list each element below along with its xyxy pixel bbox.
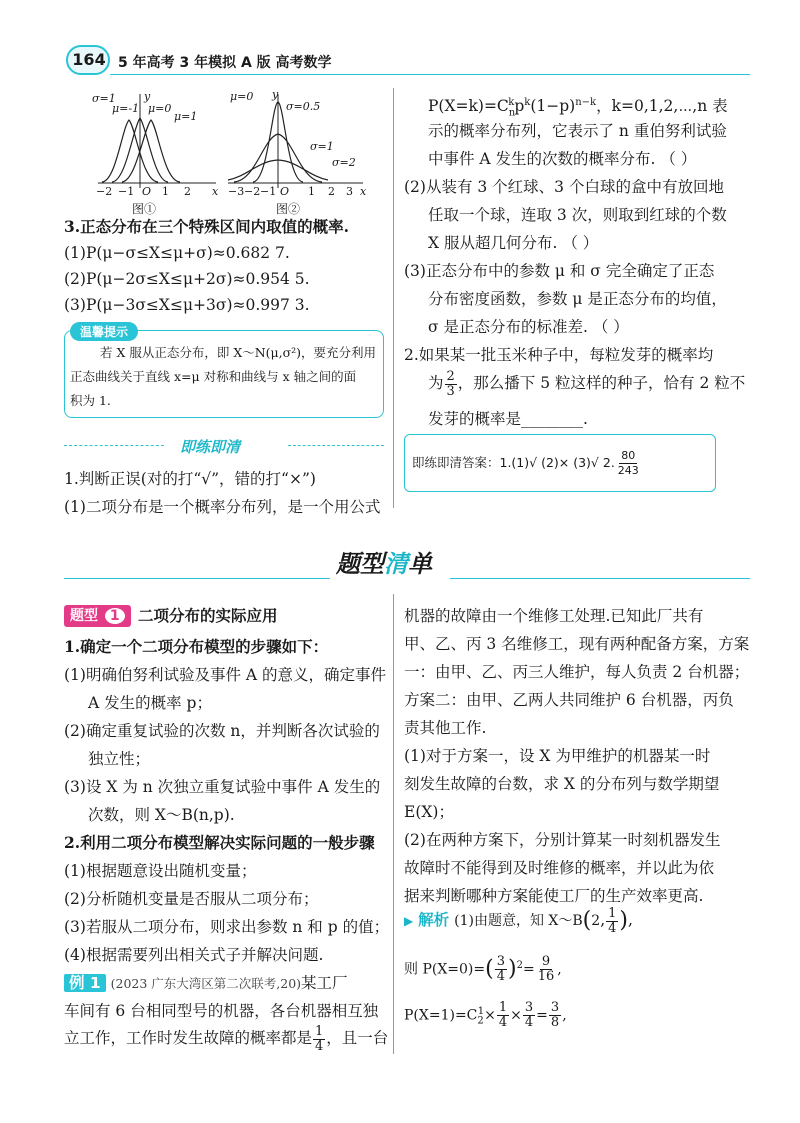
figure-labels (88, 88, 378, 218)
right-bottom-5: 责其他工作. (404, 719, 487, 737)
practice-rule-left (64, 445, 164, 446)
right-line-5: 任取一个球，连取 3 次，则取到红球的个数 (428, 206, 727, 224)
section-title-c: 单 (408, 550, 432, 578)
times-2: × (510, 1007, 522, 1024)
example-source: (2023 广东大湾区第二次联考,20) (110, 976, 302, 991)
question-1-1: (1)二项分布是一个概率分布列，是一个用公式 (64, 498, 381, 516)
right-bottom-4: 方案二：由甲、乙两人共同维护 6 台机器，丙负 (404, 691, 734, 709)
step-2-1: (1)根据题意设出随机变量； (64, 862, 257, 880)
fig2-label-y: y (272, 88, 279, 101)
fig1-label-mu-0: μ=0 (148, 102, 172, 115)
right-line-2: 示的概率分布列，它表示了 n 重伯努利试验 (428, 122, 727, 140)
solution-line-1: ▶ 解析 (1)由题意，知 X～B(2, $\frac{1}{4}$ ), (404, 905, 633, 936)
column-divider-bottom (393, 594, 394, 1054)
right-line-3: 中事件 A 发生的次数的概率分布. （ ） (428, 150, 697, 168)
step-2-4: (4)根据需要列出相关式子并解决问题. (64, 946, 324, 964)
fig2-label-sigma-05: σ=0.5 (286, 100, 321, 113)
solution-equals-2: = (522, 961, 535, 978)
fig2-tick-neg1: −1 (260, 185, 277, 198)
fig1-tick-2: 2 (184, 185, 191, 198)
section-title-b: 清 (384, 550, 408, 578)
fraction-b (523, 1001, 535, 1030)
tip-line-3: 积为 1. (70, 393, 111, 408)
right-bottom-1: 机器的故障由一个维修工处理.已知此厂共有 (404, 607, 704, 625)
solution-text-3a: P(X=1)=C (404, 1007, 478, 1024)
column-divider-top (393, 88, 394, 508)
answer-label: 即练即清答案：1.(1)√ (2)× (3)√ 2. (412, 455, 615, 470)
fraction-1-4-den: 4 (315, 1038, 324, 1054)
fraction-3-4 (495, 955, 507, 984)
step-heading-2: 2.利用二项分布模型解决实际问题的一般步骤 (64, 833, 375, 852)
solution-text-1: (1)由题意，知 X～B (454, 913, 583, 929)
step-2-3: (3)若服从二项分布，则求出参数 n 和 p 的值； (64, 918, 390, 936)
right-line-4: (2)从装有 3 个红球、3 个白球的盒中有放回地 (404, 178, 724, 196)
right-line-11-b: ，那么播下 5 粒这样的种子，恰有 2 粒不 (457, 374, 746, 392)
right-line-7: (3)正态分布中的参数 μ 和 σ 完全确定了正态 (404, 262, 715, 280)
solution-line-3: $P(X=1)=C_2^1\times$ $\frac{1}{4}$ × $\frac{3}{4}$ = $\frac{3}{8}$ , (404, 1000, 567, 1031)
fig2-tick-2: 2 (328, 185, 335, 198)
paren-open-2: ( (485, 956, 494, 982)
solution-line-2: 则 P(X=0)=( $\frac{3}{4}$ )$^2$= $\frac{9}{16}$ , (404, 954, 562, 985)
step-2-2: (2)分析随机变量是否服从二项分布； (64, 890, 319, 908)
page-number: 164 (72, 50, 106, 69)
paren-open: ( (582, 908, 592, 933)
binomial-formula-line: $P(X=k)=C_n^kp^k(1-p)^{n-k}$，k=0,1,2,⋯,n 表 (428, 97, 728, 119)
fraction-3-8 (549, 1001, 561, 1030)
fig1-label-mu-neg1: μ=-1 (112, 102, 140, 115)
fig2-caption: 图② (276, 202, 301, 216)
fraction-3-4-den: 4 (496, 969, 506, 985)
fig1-label-y: y (144, 90, 151, 103)
fraction-1-4-num: 1 (315, 1023, 324, 1039)
type-tag-number: 1 (105, 608, 125, 624)
header-title: 5 年高考 3 年模拟 A 版 高考数学 (118, 55, 332, 71)
fraction-p (606, 907, 618, 936)
right-bottom-10: 故障时不能得到及时维修的概率，并以此为依 (404, 859, 715, 877)
right-bottom-6: (1)对于方案一，设 X 为甲维护的机器某一时 (404, 747, 711, 765)
right-line-11 (428, 368, 745, 399)
right-line-6: X 服从超几何分布. （ ） (428, 234, 599, 252)
right-line-9: σ 是正态分布的标准差. （ ） (428, 318, 629, 336)
paren-close: ) (619, 908, 628, 933)
right-bottom-2: 甲、乙、丙 3 名维修工，现有两种配备方案，方案 (404, 635, 750, 653)
example-text-3b: ，且一台 (326, 1029, 389, 1047)
fraction-9-16 (536, 955, 557, 984)
fraction-b-num: 3 (524, 1000, 534, 1016)
fraction-a-den: 4 (498, 1015, 508, 1031)
fraction-b-den: 4 (524, 1015, 534, 1031)
fraction-9-16-den: 16 (537, 969, 555, 985)
fig1-label-o: O (142, 185, 152, 198)
solution-label: 解析 (418, 911, 450, 929)
fraction-2-3-num: 2 (446, 368, 455, 384)
step-1-3a: (3)设 X 为 n 次独立重复试验中事件 A 发生的 (64, 778, 381, 796)
solution-text-2a: 则 P(X=0)= (404, 961, 486, 978)
right-line-12: 发芽的概率是________. (428, 410, 588, 428)
section-title (336, 544, 432, 579)
fraction-a (497, 1001, 509, 1030)
fig1-caption: 图① (132, 202, 157, 216)
fig2-label-x: x (360, 185, 367, 198)
fig2-label-sigma-1: σ=1 (310, 140, 334, 153)
section-title-a: 题型 (336, 550, 384, 578)
fig2-tick-neg3: −3 (228, 185, 245, 198)
fraction-3-8-den: 8 (550, 1015, 560, 1031)
fraction-a-num: 1 (498, 1000, 508, 1016)
step-1-2b: 独立性； (88, 750, 151, 768)
example-text-1: 某工厂 (301, 974, 348, 992)
fraction-3-4-num: 3 (496, 954, 506, 970)
solution-n-value: 2 (591, 913, 601, 929)
paren-close-2: ) (508, 956, 517, 982)
answer-den: 243 (617, 464, 639, 477)
fraction-2-3-den: 3 (446, 383, 455, 399)
fig2-label-o: O (280, 185, 290, 198)
example-line-1 (64, 972, 348, 995)
step-1-3b: 次数，则 X～B(n,p). (88, 806, 235, 824)
fraction-3-8-num: 3 (550, 1000, 560, 1016)
right-bottom-8: E(X)； (404, 803, 454, 821)
example-line-3 (64, 1022, 388, 1054)
comb-sup: 1 (477, 1006, 485, 1017)
fraction-1-4 (313, 1025, 325, 1054)
fig2-tick-1: 1 (308, 185, 315, 198)
type-tag-label: 题型 (70, 608, 98, 624)
step-1-1b: A 发生的概率 p； (88, 694, 212, 712)
equals-3: = (536, 1007, 548, 1024)
fig1-tick-neg1: −1 (118, 185, 135, 198)
formula-part-a: P(X=k)=C (428, 97, 509, 116)
example-line-2: 车间有 6 台相同型号的机器，各台机器相互独 (64, 1002, 379, 1020)
solution-arrow-icon: ▶ (404, 914, 414, 928)
tip-title: 温馨提示 (70, 322, 138, 341)
fig2-label-sigma-2: σ=2 (332, 156, 356, 169)
fig1-tick-1: 1 (162, 185, 169, 198)
example-text-3a: 立工作，工作时发生故障的概率都是 (64, 1029, 313, 1047)
exponent-2: 2 (516, 960, 523, 971)
prob-2sigma: (2)P(μ−2σ≤X≤μ+2σ)≈0.954 5. (64, 270, 310, 288)
step-heading-1: 1.确定一个二项分布模型的步骤如下： (64, 637, 329, 656)
type-title: 二项分布的实际应用 (138, 607, 278, 625)
right-bottom-7: 刻发生故障的台数，求 X 的分布列与数学期望 (404, 775, 720, 793)
fig1-label-mu-1: μ=1 (174, 110, 198, 123)
answer-fraction (616, 449, 641, 478)
practice-title: 即练即清 (180, 438, 241, 456)
fig1-label-sigma: σ=1 (92, 92, 116, 105)
fig1-tick-neg2: −2 (96, 185, 113, 198)
practice-rule-right (288, 445, 384, 446)
fraction-9-16-num: 9 (541, 954, 551, 970)
comb-sub: 2 (477, 1015, 484, 1027)
answer-line (412, 448, 642, 478)
header-rule (110, 74, 750, 75)
type-tag (64, 605, 131, 627)
tip-line-2: 正态曲线关于直线 x=μ 对称和曲线与 x 轴之间的面 (70, 369, 357, 384)
example-tag: 例 1 (64, 974, 106, 992)
prob-1sigma: (1)P(μ−σ≤X≤μ+σ)≈0.682 7. (64, 244, 290, 262)
fig2-tick-3: 3 (346, 185, 353, 198)
heading-3: 3.正态分布在三个特殊区间内取值的概率. (64, 217, 350, 236)
formula-part-b: p (514, 97, 525, 116)
right-line-8: 分布密度函数，参数 μ 是正态分布的均值， (428, 290, 727, 308)
formula-part-d: ，k=0,1,2,⋯,n 表 (596, 97, 728, 116)
fig2-label-mu: μ=0 (230, 90, 254, 103)
tip-line-1: 若 X 服从正态分布，即 X～N(μ,σ²)，要充分利用 (100, 345, 377, 360)
right-bottom-11: 据来判断哪种方案能使工厂的生产效率更高. (404, 887, 704, 905)
fraction-p-den: 4 (608, 920, 617, 936)
right-bottom-3: 一：由甲、乙、丙三人维护，每人负责 2 台机器； (404, 663, 750, 681)
right-bottom-9: (2)在两种方案下，分别计算某一时刻机器发生 (404, 831, 721, 849)
step-1-2a: (2)确定重复试验的次数 n，并判断各次试验的 (64, 722, 380, 740)
formula-part-c: (1−p) (530, 97, 576, 116)
times-1: × (484, 1007, 496, 1024)
step-1-1a: (1)明确伯努利试验及事件 A 的意义，确定事件 (64, 666, 387, 684)
fig1-label-x: x (212, 185, 219, 198)
answer-num: 80 (621, 449, 636, 462)
fraction-2-3 (445, 370, 457, 399)
prob-3sigma: (3)P(μ−3σ≤X≤μ+3σ)≈0.997 3. (64, 296, 310, 314)
fraction-p-num: 1 (608, 905, 617, 921)
question-1: 1.判断正误(对的打“√”，错的打“×”) (64, 470, 316, 488)
right-line-10: 2.如果某一批玉米种子中，每粒发芽的概率均 (404, 346, 714, 364)
fig2-tick-neg2: −2 (244, 185, 261, 198)
right-line-11-a: 为 (428, 374, 444, 392)
